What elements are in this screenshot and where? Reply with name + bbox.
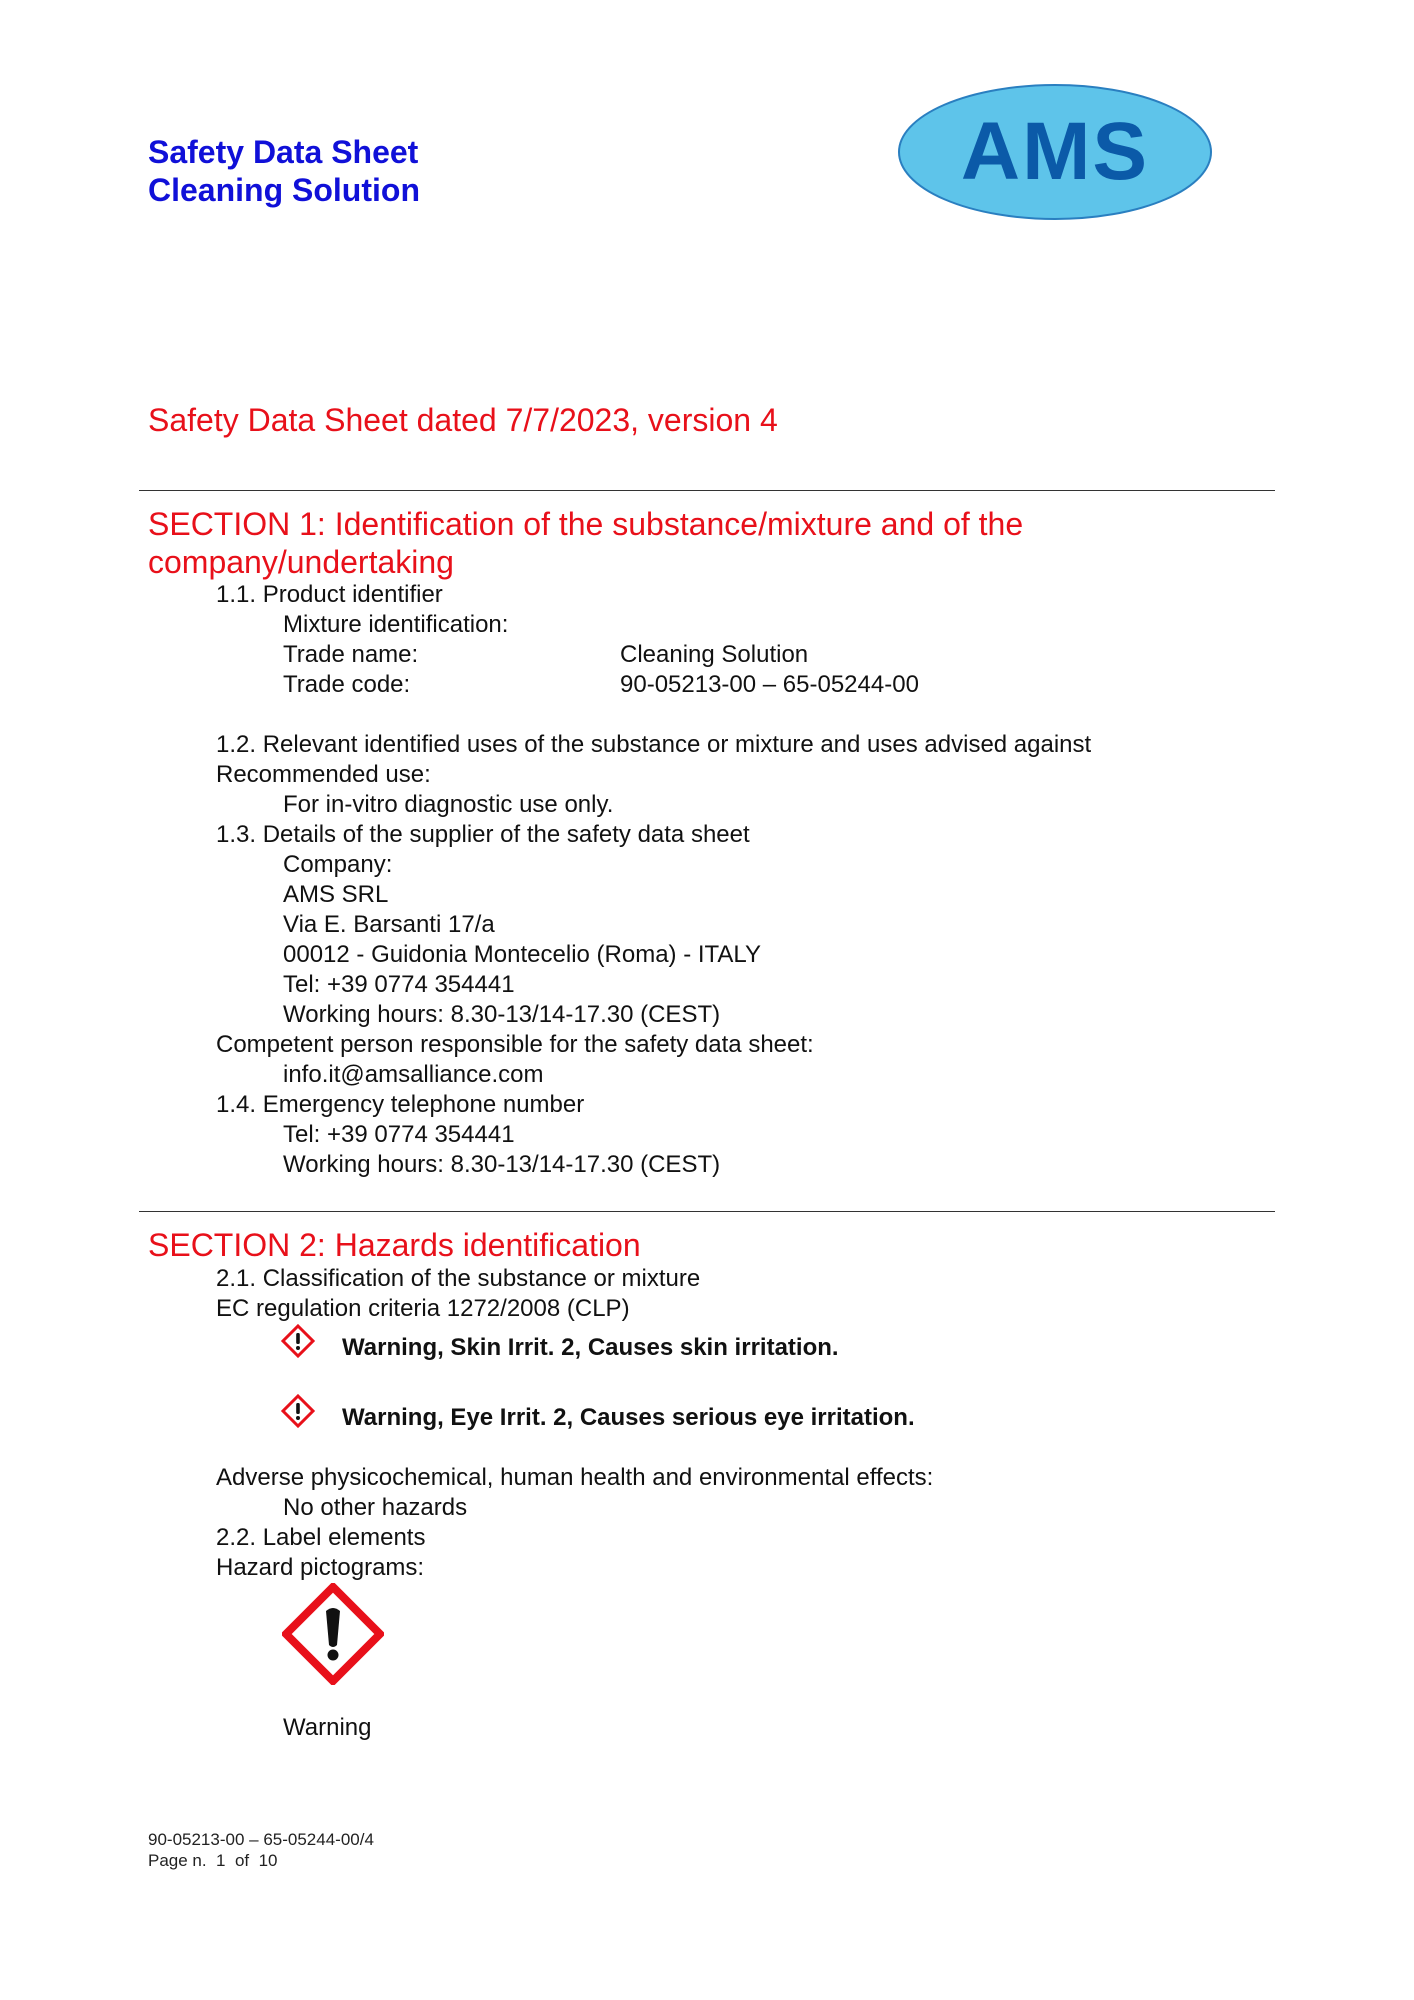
- heading-1-4: 1.4. Emergency telephone number: [216, 1091, 585, 1118]
- section-1-title: [148, 505, 1023, 581]
- ghs07-exclamation-icon: [282, 1583, 384, 1685]
- title-line-2: Cleaning Solution: [148, 172, 420, 208]
- exclamation-diamond-icon: [281, 1324, 315, 1358]
- hazard-pictograms-label: Hazard pictograms:: [216, 1554, 425, 1581]
- divider: [139, 490, 1275, 491]
- trade-code-value: 90-05213-00 – 65-05244-00: [620, 671, 919, 698]
- company-phone: Tel: +39 0774 354441: [283, 971, 515, 998]
- title-line-1: Safety Data Sheet: [148, 134, 419, 170]
- heading-2-2: 2.2. Label elements: [216, 1524, 426, 1551]
- heading-2-1: 2.1. Classification of the substance or mixture: [216, 1265, 701, 1292]
- heading-1-1: 1.1. Product identifier: [216, 581, 443, 608]
- trade-name-label: Trade name:: [283, 641, 419, 668]
- adverse-effects-value: No other hazards: [283, 1494, 468, 1521]
- emergency-phone: Tel: +39 0774 354441: [283, 1121, 515, 1148]
- company-street: Via E. Barsanti 17/a: [283, 911, 495, 938]
- sds-date-version: Safety Data Sheet dated 7/7/2023, version 4: [148, 402, 778, 438]
- company-hours: Working hours: 8.30-13/14-17.30 (CEST): [283, 1001, 721, 1028]
- heading-1-2: 1.2. Relevant identified uses of the substance or mixture and uses advised against: [216, 731, 1092, 758]
- section-2-title: SECTION 2: Hazards identification: [148, 1227, 641, 1263]
- footer-doc-code: 90-05213-00 – 65-05244-00/4: [148, 1830, 374, 1849]
- mixture-identification-label: Mixture identification:: [283, 611, 509, 638]
- recommended-use-value: For in-vitro diagnostic use only.: [283, 791, 614, 818]
- ams-logo-icon: [896, 82, 1214, 222]
- page-footer: [148, 1829, 374, 1871]
- hazard-eye-irritation: Warning, Eye Irrit. 2, Causes serious eye irritation.: [342, 1404, 915, 1431]
- trade-code-label: Trade code:: [283, 671, 411, 698]
- hazard-skin-irritation: Warning, Skin Irrit. 2, Causes skin irritation.: [342, 1334, 839, 1361]
- company-label: Company:: [283, 851, 393, 878]
- ams-logo: [896, 82, 1214, 222]
- trade-name-value: Cleaning Solution: [620, 641, 809, 668]
- footer-page-number: Page n. 1 of 10: [148, 1851, 278, 1870]
- competent-person-label: Competent person responsible for the safety data sheet:: [216, 1031, 814, 1058]
- company-name: AMS SRL: [283, 881, 389, 908]
- company-city: 00012 - Guidonia Montecelio (Roma) - ITALY: [283, 941, 761, 968]
- section-1-title-line-2: company/undertaking: [148, 544, 454, 580]
- competent-person-email[interactable]: info.it@amsalliance.com: [283, 1061, 544, 1088]
- heading-1-3: 1.3. Details of the supplier of the safety data sheet: [216, 821, 750, 848]
- section-1-title-line-1: SECTION 1: Identification of the substance/mixture and of the: [148, 506, 1024, 542]
- recommended-use-label: Recommended use:: [216, 761, 431, 788]
- logo-text: AMS: [960, 106, 1150, 197]
- adverse-effects-label: Adverse physicochemical, human health and environmental effects:: [216, 1464, 934, 1491]
- signal-word: Warning: [283, 1714, 372, 1741]
- clp-criteria: EC regulation criteria 1272/2008 (CLP): [216, 1295, 630, 1322]
- divider: [139, 1211, 1275, 1212]
- exclamation-diamond-icon: [281, 1394, 315, 1428]
- document-header-title: [148, 133, 420, 209]
- emergency-hours: Working hours: 8.30-13/14-17.30 (CEST): [283, 1151, 721, 1178]
